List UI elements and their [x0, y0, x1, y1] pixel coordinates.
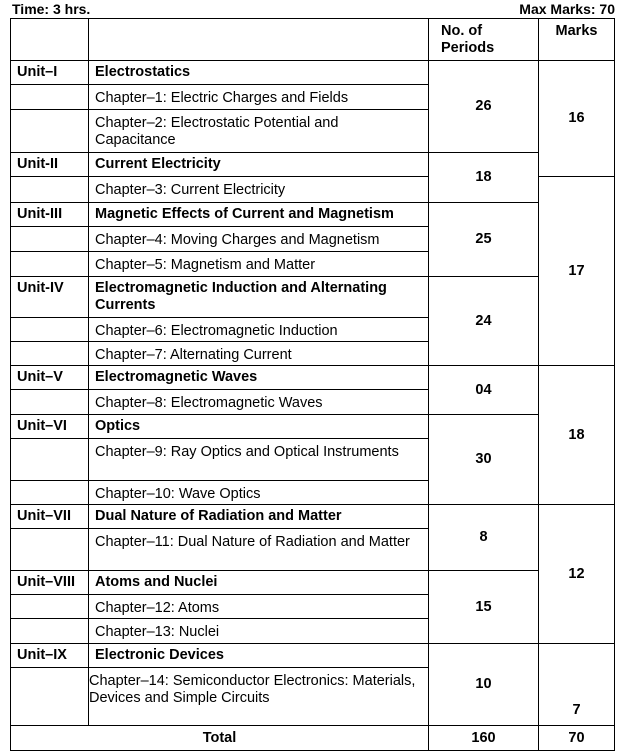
- total-row: [11, 726, 615, 751]
- periods-header-line2: Periods: [441, 40, 495, 56]
- chapter-cell: Chapter–2: Electrostatic Potential and Capacitance: [89, 110, 429, 153]
- table-row: [11, 61, 615, 85]
- total-marks: 70: [539, 726, 615, 751]
- table-row: [11, 415, 615, 439]
- chapter-cell: Chapter–12: Atoms: [89, 595, 429, 619]
- table-row: [11, 153, 615, 177]
- chapter-cell: Chapter–11: Dual Nature of Radiation and Matter: [89, 529, 429, 571]
- periods-value: 24: [429, 277, 539, 366]
- max-marks-label: Max Marks: 70: [519, 1, 615, 17]
- unit-title: Optics: [89, 415, 429, 439]
- chapter-cell: Chapter–8: Electromagnetic Waves: [89, 390, 429, 415]
- chapter-cell: Chapter–9: Ray Optics and Optical Instruments: [89, 439, 429, 481]
- periods-value: 8: [429, 505, 539, 571]
- table-row: [11, 644, 615, 668]
- marks-column-header: Marks: [539, 19, 615, 61]
- chapter-cell: Chapter–5: Magnetism and Matter: [89, 252, 429, 277]
- total-periods: 160: [429, 726, 539, 751]
- unit-label: Unit–VII: [11, 505, 89, 529]
- header-cell-empty: [89, 19, 429, 61]
- marks-value: 16: [539, 61, 615, 177]
- chapter-cell: Chapter–13: Nuclei: [89, 619, 429, 644]
- unit-title: Atoms and Nuclei: [89, 571, 429, 595]
- chapter-cell: Chapter–14: Semiconductor Electronics: Materials, Devices and Simple Circuits: [89, 668, 429, 726]
- table-row: [11, 203, 615, 227]
- periods-value: 30: [429, 415, 539, 505]
- syllabus-table: [10, 18, 615, 751]
- time-label: Time: 3 hrs.: [12, 1, 91, 17]
- marks-value: 7: [539, 644, 615, 726]
- periods-header-line1: No. of: [441, 23, 483, 39]
- unit-title: Electromagnetic Waves: [89, 366, 429, 390]
- table-header-row: [11, 19, 615, 61]
- table-row: [11, 505, 615, 529]
- unit-label: Unit-IV: [11, 277, 89, 318]
- unit-title: Current Electricity: [89, 153, 429, 177]
- unit-label: Unit–I: [11, 61, 89, 85]
- marks-value: 18: [539, 366, 615, 505]
- unit-label: Unit-II: [11, 153, 89, 177]
- periods-value: 25: [429, 203, 539, 277]
- chapter-cell: Chapter–3: Current Electricity: [89, 177, 429, 203]
- table-row: [11, 571, 615, 595]
- periods-value: 26: [429, 61, 539, 153]
- unit-title: Dual Nature of Radiation and Matter: [89, 505, 429, 529]
- periods-column-header: [429, 19, 539, 61]
- chapter-cell: Chapter–6: Electromagnetic Induction: [89, 318, 429, 342]
- periods-value: 10: [429, 644, 539, 726]
- table-row: [11, 277, 615, 318]
- marks-value: 17: [539, 177, 615, 366]
- unit-title: Electrostatics: [89, 61, 429, 85]
- marks-value: 12: [539, 505, 615, 644]
- chapter-cell: Chapter–1: Electric Charges and Fields: [89, 85, 429, 110]
- chapter-cell: Chapter–4: Moving Charges and Magnetism: [89, 227, 429, 252]
- chapter-cell: Chapter–7: Alternating Current: [89, 342, 429, 366]
- table-row: [11, 366, 615, 390]
- paper-header: [12, 0, 615, 18]
- periods-value: 15: [429, 571, 539, 644]
- unit-label: Unit–VI: [11, 415, 89, 439]
- unit-label: Unit-III: [11, 203, 89, 227]
- header-cell-empty: [11, 19, 89, 61]
- unit-label: Unit–IX: [11, 644, 89, 668]
- periods-value: 04: [429, 366, 539, 415]
- periods-value: 18: [429, 153, 539, 203]
- unit-label: Unit–V: [11, 366, 89, 390]
- unit-title: Magnetic Effects of Current and Magnetism: [89, 203, 429, 227]
- chapter-cell: Chapter–10: Wave Optics: [89, 481, 429, 505]
- unit-label: Unit–VIII: [11, 571, 89, 595]
- unit-title: Electronic Devices: [89, 644, 429, 668]
- unit-title: Electromagnetic Induction and Alternating Currents: [89, 277, 429, 318]
- total-label: Total: [11, 726, 429, 751]
